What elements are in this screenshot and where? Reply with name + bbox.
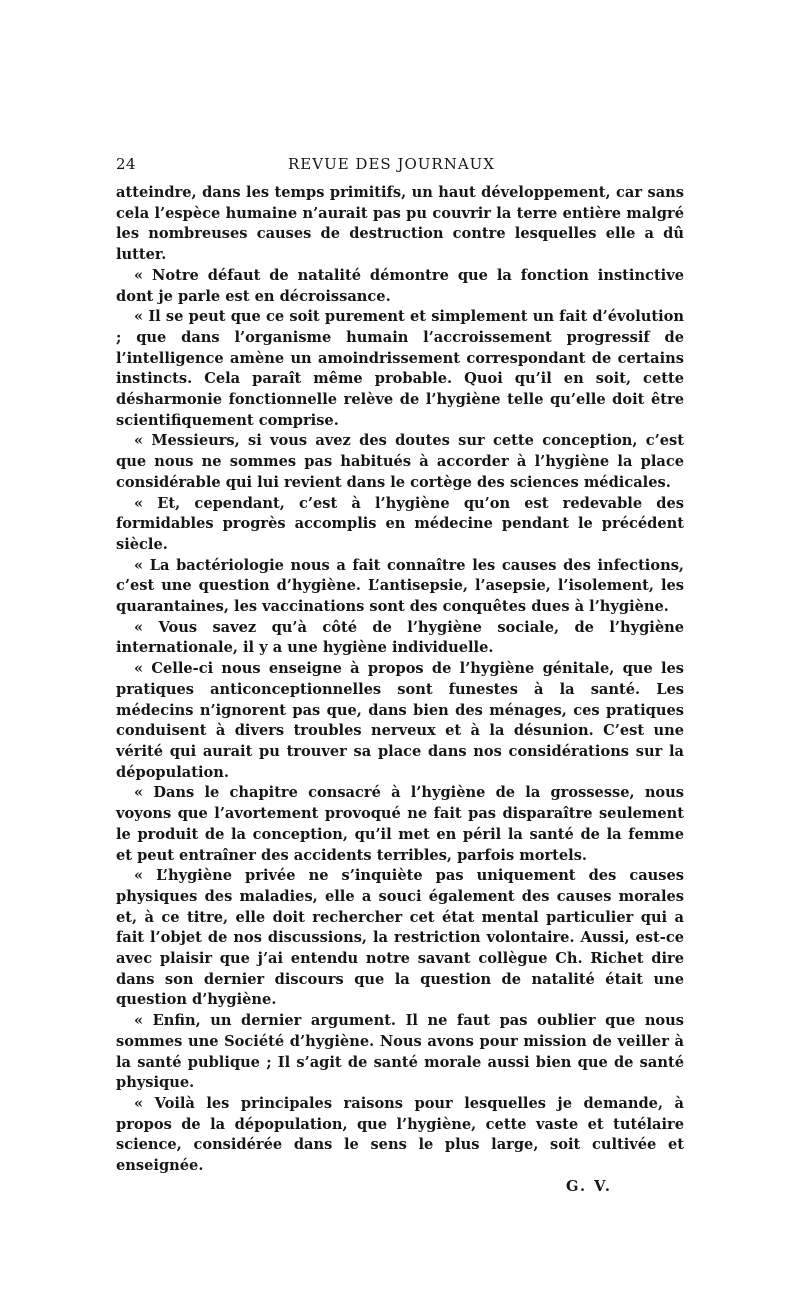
paragraph-3: « Il se peut que ce soit purement et simplement un fait d’évolution ; que dans l’organisme humain l’accroissement progressif de l’intelligence amène un amoindrissement correspondant de certains instincts. Cela paraît même probable. Quoi qu’il en soit, cette désharmonie fonctionnelle relève de l’hygiène telle qu’elle doit être scientifiquement comprise. — [116, 308, 684, 429]
paragraph-10: « L’hygiène privée ne s’inquiète pas uniquement des causes physiques des maladies, elle a souci également des causes morales et, à ce titre, elle doit rechercher cet état mental particulier qui a fait l’objet de nos discussions, la restriction volontaire. Aussi, est-ce avec plaisir que j’ai entendu notre savant collègue Ch. Richet dire dans son dernier discours que la question de natalité était une question d’hygiène. — [116, 867, 684, 1009]
page-header — [116, 155, 684, 179]
paragraph-12: « Voilà les principales raisons pour lesquelles je demande, à propos de la dépopulation, que l’hygiène, cette vaste et tutélaire science, considérée dans le sens le plus large, soit cultivée et enseignée. — [116, 1094, 684, 1175]
paragraph-11: « Enfin, un dernier argument. Il ne faut pas oublier que nous sommes une Société d’hygiène. Nous avons pour mission de veiller à la santé publique ; Il s’agit de santé morale aussi bien que de santé physique. — [116, 1012, 684, 1092]
page-number: 24 — [116, 155, 137, 173]
paragraph-2: « Notre défaut de natalité démontre que la fonction instinctive dont je parle est en décroissance. — [116, 266, 684, 305]
paragraph-9: « Dans le chapitre consacré à l’hygiène de la grossesse, nous voyons que l’avortement provoqué ne fait pas disparaître seulement le produit de la conception, qu’il met en péril la santé de la femme et peut entraîner des accidents terribles, parfois mortels. — [116, 784, 684, 864]
journal-page — [116, 155, 684, 1197]
running-title: REVUE DES JOURNAUX — [288, 155, 495, 173]
paragraph-5: « Et, cependant, c’est à l’hygiène qu’on est redevable des formidables progrès accomplis en médecine pendant le précédent siècle. — [116, 494, 684, 553]
paragraph-4: « Messieurs, si vous avez des doutes sur cette conception, c’est que nous ne sommes pas habitués à accorder à l’hygiène la place considérable qui lui revient dans le cortège des sciences médicales. — [116, 432, 684, 491]
paragraph-7: « Vous savez qu’à côté de l’hygiène sociale, de l’hygiène internationale, il y a une hygiène individuelle. — [116, 618, 684, 657]
author-signature: G. V. — [566, 1177, 612, 1195]
paragraph-1: atteindre, dans les temps primitifs, un haut développement, car sans cela l’espèce humaine n’aurait pas pu couvrir la terre entière malgré les nombreuses causes de destruction contre lesquelles elle a dû lutter. — [116, 184, 684, 264]
article-body — [116, 183, 684, 1177]
paragraph-8: « Celle-ci nous enseigne à propos de l’hygiène génitale, que les pratiques anticonceptionnelles sont funestes à la santé. Les médecins n’ignorent pas que, dans bien des ménages, ces pratiques conduisent à divers troubles nerveux et à la désunion. C’est une vérité qui aurait pu trouver sa place dans nos considérations sur la dépopulation. — [116, 660, 684, 781]
paragraph-6: « La bactériologie nous a fait connaître les causes des infections, c’est une question d’hygiène. L’antisepsie, l’asepsie, l’isolement, les quarantaines, les vaccinations sont des conquêtes dues à l’hygiène. — [116, 556, 684, 616]
